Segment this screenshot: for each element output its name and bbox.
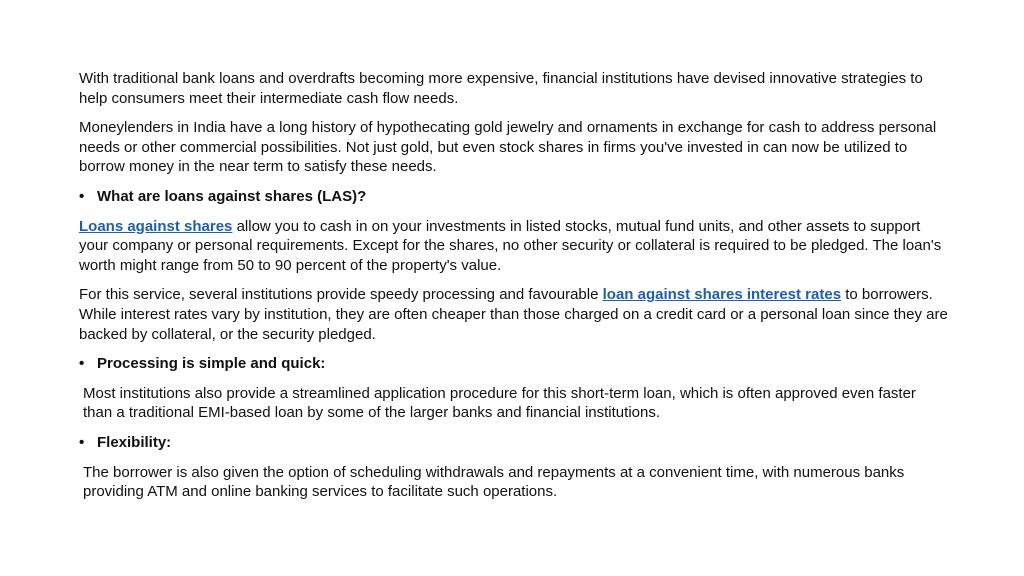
- processing-text: Most institutions also provide a streamlined application procedure for this short-term loan, which is often approved even faster than a traditional EMI-based loan by some of the larger banks and financial institutions.: [83, 384, 916, 422]
- flexibility-text: The borrower is also given the option of scheduling withdrawals and repayments at a convenient time, with numerous banks providing ATM and online banking services to facilitate such operations.: [83, 463, 905, 501]
- service-text-rest: to borrowers. While interest rates vary by institution, they are often cheaper than those charged on a credit card or a personal loan since they are backed by collateral, or the security pledged.: [79, 286, 948, 343]
- bullet-marker: •: [79, 187, 85, 205]
- bullet-heading: What are loans against shares (LAS)?: [97, 187, 367, 205]
- bullet-heading: Flexibility:: [97, 433, 172, 451]
- service-text-start: For this service, several institutions provide speedy processing and favourable: [79, 286, 603, 304]
- service-paragraph: [79, 285, 949, 344]
- las-text: allow you to cash in on your investments in listed stocks, mutual fund units, and other assets to support your company or personal requirements. Except for the shares, no other security or collateral is required to be pledged. The loan's worth might range from 50 to 90 percent of the property's value.: [79, 217, 942, 274]
- bullet-marker: •: [79, 355, 85, 373]
- intro-text: With traditional bank loans and overdrafts becoming more expensive, financial institutions have devised innovative strategies to help consumers meet their intermediate cash flow needs.: [79, 70, 923, 107]
- history-text: Moneylenders in India have a long history of hypothecating gold jewelry and ornaments in exchange for cash to address personal needs or other commercial possibilities. Not just gold, but even stock shares in firms you've invested in can now be utilized to borrow money in the near term to satisfy these needs.: [79, 119, 937, 176]
- slide-content: [79, 69, 949, 512]
- bullet-what-are-las: [79, 187, 949, 207]
- bullet-processing: [79, 354, 949, 374]
- bullet-flexibility: [79, 433, 949, 453]
- processing-paragraph: [79, 384, 949, 423]
- history-paragraph: [79, 118, 949, 177]
- bullet-heading: Processing is simple and quick:: [97, 355, 326, 373]
- interest-rates-link[interactable]: loan against shares interest rates: [602, 286, 842, 304]
- loans-against-shares-link[interactable]: Loans against shares: [79, 217, 233, 235]
- flexibility-paragraph: [79, 463, 949, 502]
- bullet-marker: •: [79, 433, 85, 451]
- intro-paragraph: [79, 69, 949, 108]
- las-paragraph: [79, 217, 949, 276]
